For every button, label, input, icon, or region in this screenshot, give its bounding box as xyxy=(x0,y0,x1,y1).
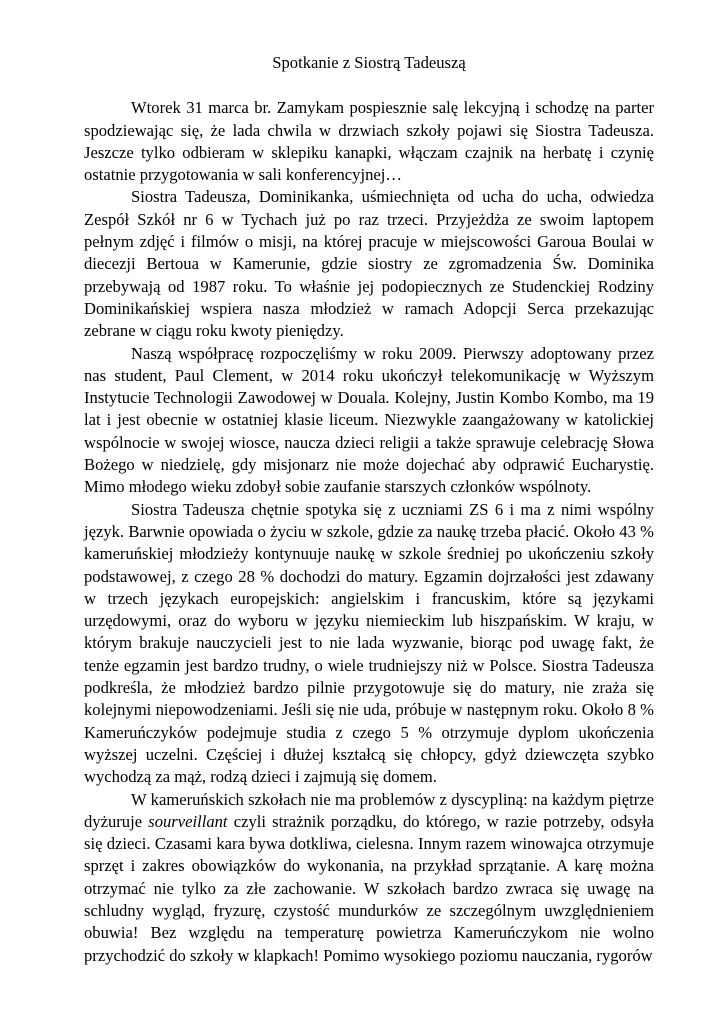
paragraph-1: Wtorek 31 marca br. Zamykam pospiesznie salę lekcyjną i schodzę na parter spodziewając się, że lada chwila w drzwiach szkoły pojawi się Siostra Tadeusza. Jeszcze tylko odbieram w sklepiku kanapki, włączam czajnik na herbatę i czynię ostatnie przygotowania w sali konferencyjnej… xyxy=(84,98,654,185)
paragraph-5 xyxy=(84,789,654,967)
paragraph-5-end: czyli strażnik porządku, do którego, w razie potrzeby, odsyła się dzieci. Czasami kara bywa dotkliwa, cielesna. Innym razem winowajca otrzymuje sprzęt i zakres obowiązków do wykonania, na przykład sprzątanie. A karę można otrzymać nie tylko za złe zachowanie. W szkołach bardzo zwraca się uwagę na schludny wygląd, fryzurę, czystość mundurków ze szczególnym uwzględnieniem obuwia! Bez względu na temperaturę powietrza Kameruńczykom nie wolno przychodzić do szkoły w klapkach! Pomimo wysokiego poziomu nauczania, rygorów xyxy=(84,811,654,965)
document-page xyxy=(84,52,654,967)
paragraph-4: Siostra Tadeusza chętnie spotyka się z uczniami ZS 6 i ma z nimi wspólny język. Barwnie opowiada o życiu w szkole, gdzie za naukę trzeba płacić. Około 43 % kameruńskiej młodzieży kontynuuje naukę w szkole średniej po ukończeniu szkoły podstawowej, z czego 28 % dochodzi do matury. Egzamin dojrzałości jest zdawany w trzech językach europejskich: angielskim i francuskim, które są językami urzędowymi, oraz do wyboru w języku niemieckim lub hiszpańskim. W kraju, w którym brakuje nauczycieli jest to nie lada wyzwanie, biorąc pod uwagę fakt, że tenże egzamin jest bardzo trudny, o wiele trudniejszy niż w Polsce. Siostra Tadeusza podkreśla, że młodzież bardzo pilnie przygotowuje się do matury, nie zraża się kolejnymi niepowodzeniami. Jeśli się nie uda, próbuje w następnym roku. Około 8 % Kameruńczyków podejmuje studia z czego 5 % otrzymuje dyplom ukończenia wyższej uczelni. Częściej i dłużej kształcą się chłopcy, gdyż dziewczęta szybko wychodzą za mąż, rodzą dzieci i zajmują się domem. xyxy=(84,499,654,787)
paragraph-5-start: W kameruńskich szkołach nie ma problemów z dyscypliną: na każdym piętrze dyżuruje xyxy=(84,789,654,831)
paragraph-2: Siostra Tadeusza, Dominikanka, uśmiechnięta od ucha do ucha, odwiedza Zespół Szkół nr 6 w Tychach już po raz trzeci. Przyjeżdża ze swoim laptopem pełnym zdjęć i filmów o misji, na której pracuje w miejscowości Garoua Boulai w diecezji Bertoua w Kamerunie, gdzie siostry ze zgromadzenia Św. Dominika przebywają od 1987 roku. To właśnie jej podopiecznych ze Studenckiej Rodziny Dominikańskiej wspiera nasza młodzież w ramach Adopcji Serca przekazując zebrane w ciągu roku kwoty pieniędzy. xyxy=(84,187,654,341)
italic-term: sourveillant xyxy=(148,811,228,831)
paragraph-3: Naszą współpracę rozpoczęliśmy w roku 2009. Pierwszy adoptowany przez nas student, Paul Clement, w 2014 roku ukończył telekomunikację w Wyższym Instytucie Technologii Zawodowej w Douala. Kolejny, Justin Kombo Kombo, ma 19 lat i jest obecnie w ostatniej klasie liceum. Niezwykle zaangażowany w katolickiej wspólnocie w swojej wiosce, naucza dzieci religii a także sprawuje celebrację Słowa Bożego w niedzielę, gdy misjonarz nie może dojechać aby odprawić Eucharystię. Mimo młodego wieku zdobył sobie zaufanie starszych członków wspólnoty. xyxy=(84,343,654,497)
document-title: Spotkanie z Siostrą Tadeuszą xyxy=(272,53,466,72)
